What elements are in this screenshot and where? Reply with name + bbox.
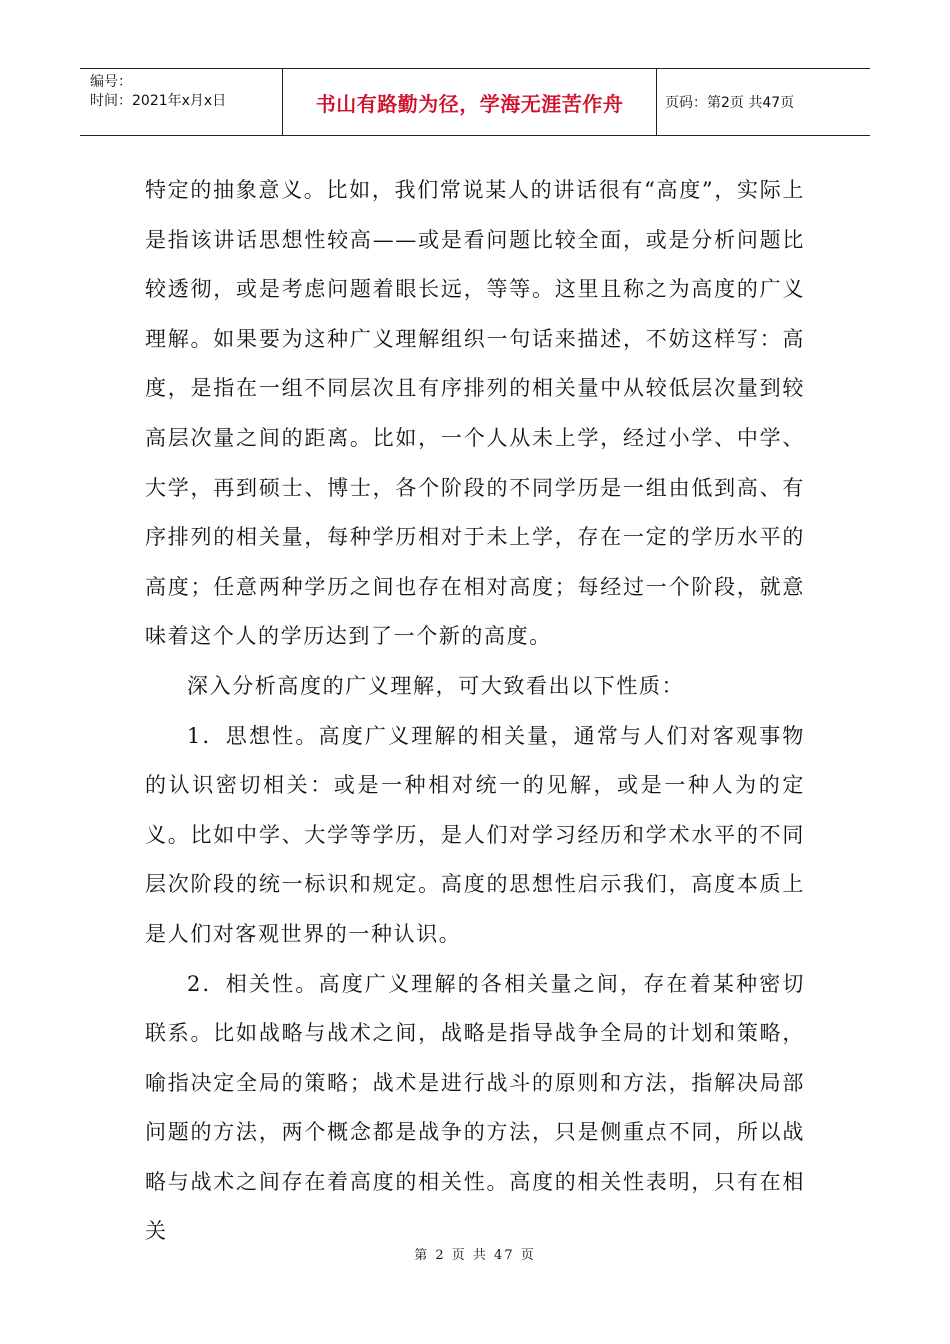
body-paragraph: 1．思想性。高度广义理解的相关量，通常与人们对客观事物的认识密切相关：或是一种相对统一的见解，或是一种人为的定义。比如中学、大学等学历，是人们对学习经历和学术水平的不同层次阶段的统一标识和规定。高度的思想性启示我们，高度本质上是人们对客观世界的一种认识。: [145, 723, 805, 946]
header-meta: [80, 69, 283, 135]
document-date-label: 时间：2021年x月x日: [90, 93, 227, 109]
header-motto: 书山有路勤为径，学海无涯苦作舟: [283, 69, 657, 135]
document-number-label: 编号：: [90, 74, 132, 90]
document-body: [145, 166, 805, 1257]
body-paragraph: 特定的抽象意义。比如，我们常说某人的讲话很有“高度”，实际上是指该讲话思想性较高——或是看问题比较全面，或是分析问题比较透彻，或是考虑问题着眼长远，等等。这里且称之为高度的广义理解。如果要为这种广义理解组织一句话来描述，不妨这样写：高度，是指在一组不同层次且有序排列的相关量中从较低层次量到较高层次量之间的距离。比如，一个人从未上学，经过小学、中学、大学，再到硕士、博士，各个阶段的不同学历是一组由低到高、有序排列的相关量，每种学历相对于未上学，存在一定的学历水平的高度；任意两种学历之间也存在相对高度；每经过一个阶段，就意味着这个人的学历达到了一个新的高度。: [145, 178, 805, 649]
body-paragraph: 深入分析高度的广义理解，可大致看出以下性质：: [187, 673, 685, 698]
page-header: [80, 68, 870, 136]
page-footer: 第 2 页 共 47 页: [414, 1248, 536, 1263]
header-page-info: 页码：第2页 共47页: [665, 95, 795, 111]
body-paragraph: 2．相关性。高度广义理解的各相关量之间，存在着某种密切联系。比如战略与战术之间，战略是指导战争全局的计划和策略，喻指决定全局的策略；战术是进行战斗的原则和方法，指解决局部问题的方法，两个概念都是战争的方法，只是侧重点不同，所以战略与战术之间存在着高度的相关性。高度的相关性表明，只有在相关: [145, 971, 805, 1244]
